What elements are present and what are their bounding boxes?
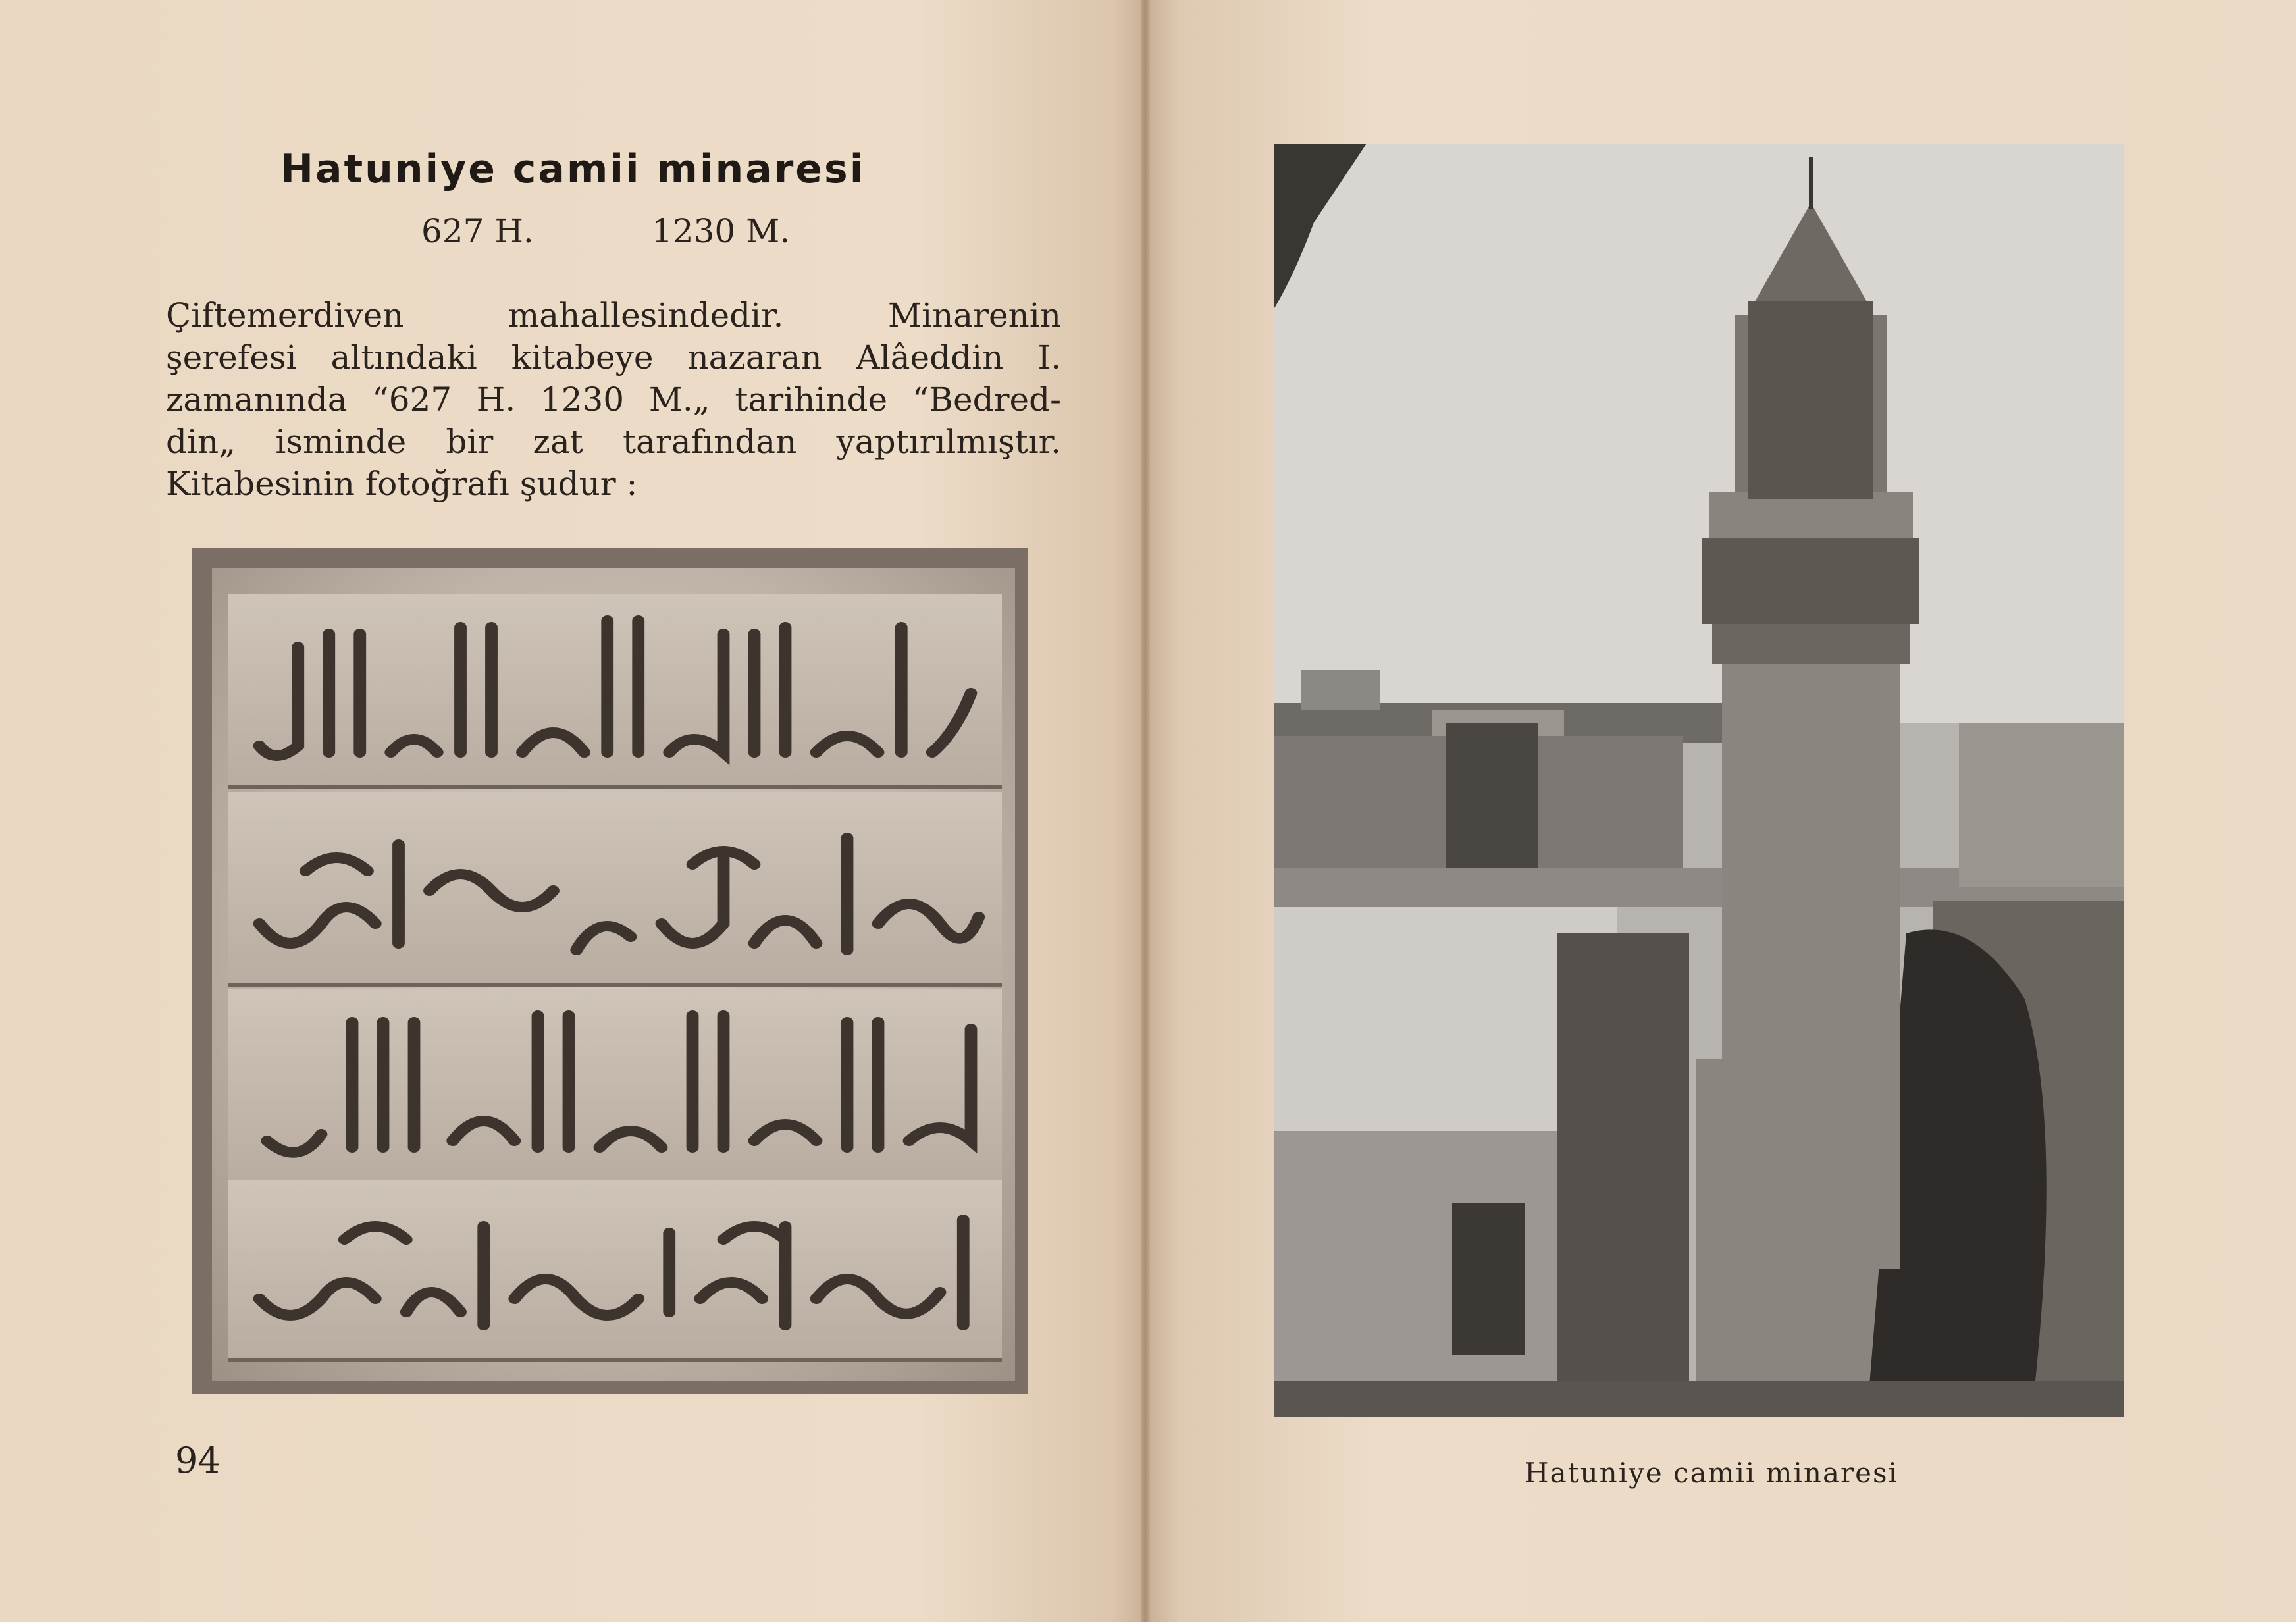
- body-paragraph: [166, 294, 1061, 505]
- minaret-photo-illustration: [1274, 144, 2124, 1417]
- page-title: Hatuniye camii minaresi: [280, 146, 866, 192]
- paragraph-line: Çiftemerdiven mahallesindedir. Minarenin: [166, 296, 1061, 334]
- inscription-photo: [192, 548, 1028, 1394]
- inscription-band: [228, 792, 1002, 987]
- book-gutter: [1141, 0, 1150, 1622]
- date-hijri: 627 H.: [421, 212, 534, 250]
- paragraph-line: din„ isminde bir zat tarafından yaptırılmıştır.: [166, 423, 1061, 461]
- photo-caption: Hatuniye camii minaresi: [1525, 1457, 1898, 1489]
- inscription-band: [228, 594, 1002, 789]
- paragraph-line: Kitabesinin fotoğrafı şudur :: [166, 465, 638, 503]
- date-gregorian: 1230 M.: [652, 212, 791, 250]
- minaret-photo: [1274, 144, 2124, 1417]
- paragraph-line: zamanında “627 H. 1230 M.„ tarihinde “Bedred-: [166, 380, 1061, 419]
- paragraph-line: şerefesi altındaki kitabeye nazaran Alâeddin I.: [166, 338, 1061, 377]
- page-number: 94: [175, 1440, 221, 1481]
- inscription-band: [228, 1180, 1002, 1362]
- left-page: [0, 0, 1145, 1622]
- inscription-band: [228, 989, 1002, 1184]
